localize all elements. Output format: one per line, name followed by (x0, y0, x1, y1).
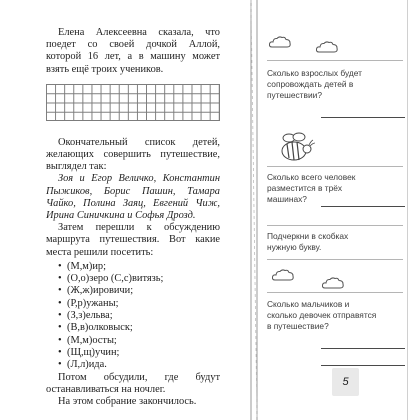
paragraph-overnight: Потом обсудили, где будут останавливаться на ночлег. (46, 371, 220, 395)
list-item: • (О,о)зеро (С,с)витязь; (58, 273, 220, 285)
answer-line[interactable] (321, 206, 405, 207)
list-item: • (Щ,щ)учин; (58, 347, 220, 359)
paragraph-route: Затем перешли к обсуждению маршрута путешествия. Вот какие места решили посетить: (46, 222, 220, 258)
question-adults: Сколько взрослых будет сопровождать детей в путешествии? (267, 68, 363, 101)
ruled-line (267, 225, 403, 226)
paragraph-list-intro: Окончательный список детей, желающих совершить путешествие, выглядел так: (46, 136, 220, 173)
spiral-binding (249, 0, 259, 420)
page-edge (407, 0, 408, 420)
list-item: • (Ж,ж)ировичи; (58, 285, 220, 297)
ruled-line (267, 292, 403, 293)
question-boys-girls: Сколько мальчиков и сколько девочек отправятся в путешествие? (267, 299, 377, 332)
answer-line[interactable] (321, 117, 405, 118)
page-number: 5 (332, 368, 359, 396)
places-list (46, 261, 220, 372)
list-item: • (М,м)осты; (58, 335, 220, 347)
list-item: • (Л,л)ида. (58, 359, 220, 371)
paragraph-intro: Елена Алексеевна сказала, что поедет со своей дочкой Аллой, которой 16 лет, а в машину может взять ещё троих учеников. (46, 27, 220, 75)
answer-line[interactable] (321, 348, 405, 349)
bee-icon (275, 130, 317, 164)
question-underline: Подчеркни в скобках нужную букву. (267, 231, 349, 253)
answer-grid[interactable] (46, 84, 220, 121)
ruled-line (267, 166, 403, 167)
answer-line[interactable] (321, 365, 405, 366)
question-people: Сколько всего человек разместится в трёх машинах? (267, 172, 356, 205)
list-item: • (Р,р)ужаны; (58, 298, 220, 310)
ruled-line (267, 259, 403, 260)
paragraph-end: На этом собрание закончилось. (58, 395, 197, 407)
children-names: Зоя и Егор Величко, Константин Пыжиков, Борис Пашин, Тамара Чайко, Полина Заяц, Евгений Чиж, Ирина Синичкина и Софья Дрозд. (46, 173, 220, 222)
list-item: • (З,з)ельва; (58, 310, 220, 322)
cloud-icon (271, 268, 295, 282)
cloud-icon (321, 276, 345, 290)
list-item: • (В,в)олковыск; (58, 322, 220, 334)
ruled-line (267, 60, 403, 61)
cloud-icon (315, 40, 339, 54)
list-item: • (М,м)ир; (58, 261, 220, 273)
cloud-icon (268, 35, 292, 49)
main-text-column (46, 27, 220, 408)
